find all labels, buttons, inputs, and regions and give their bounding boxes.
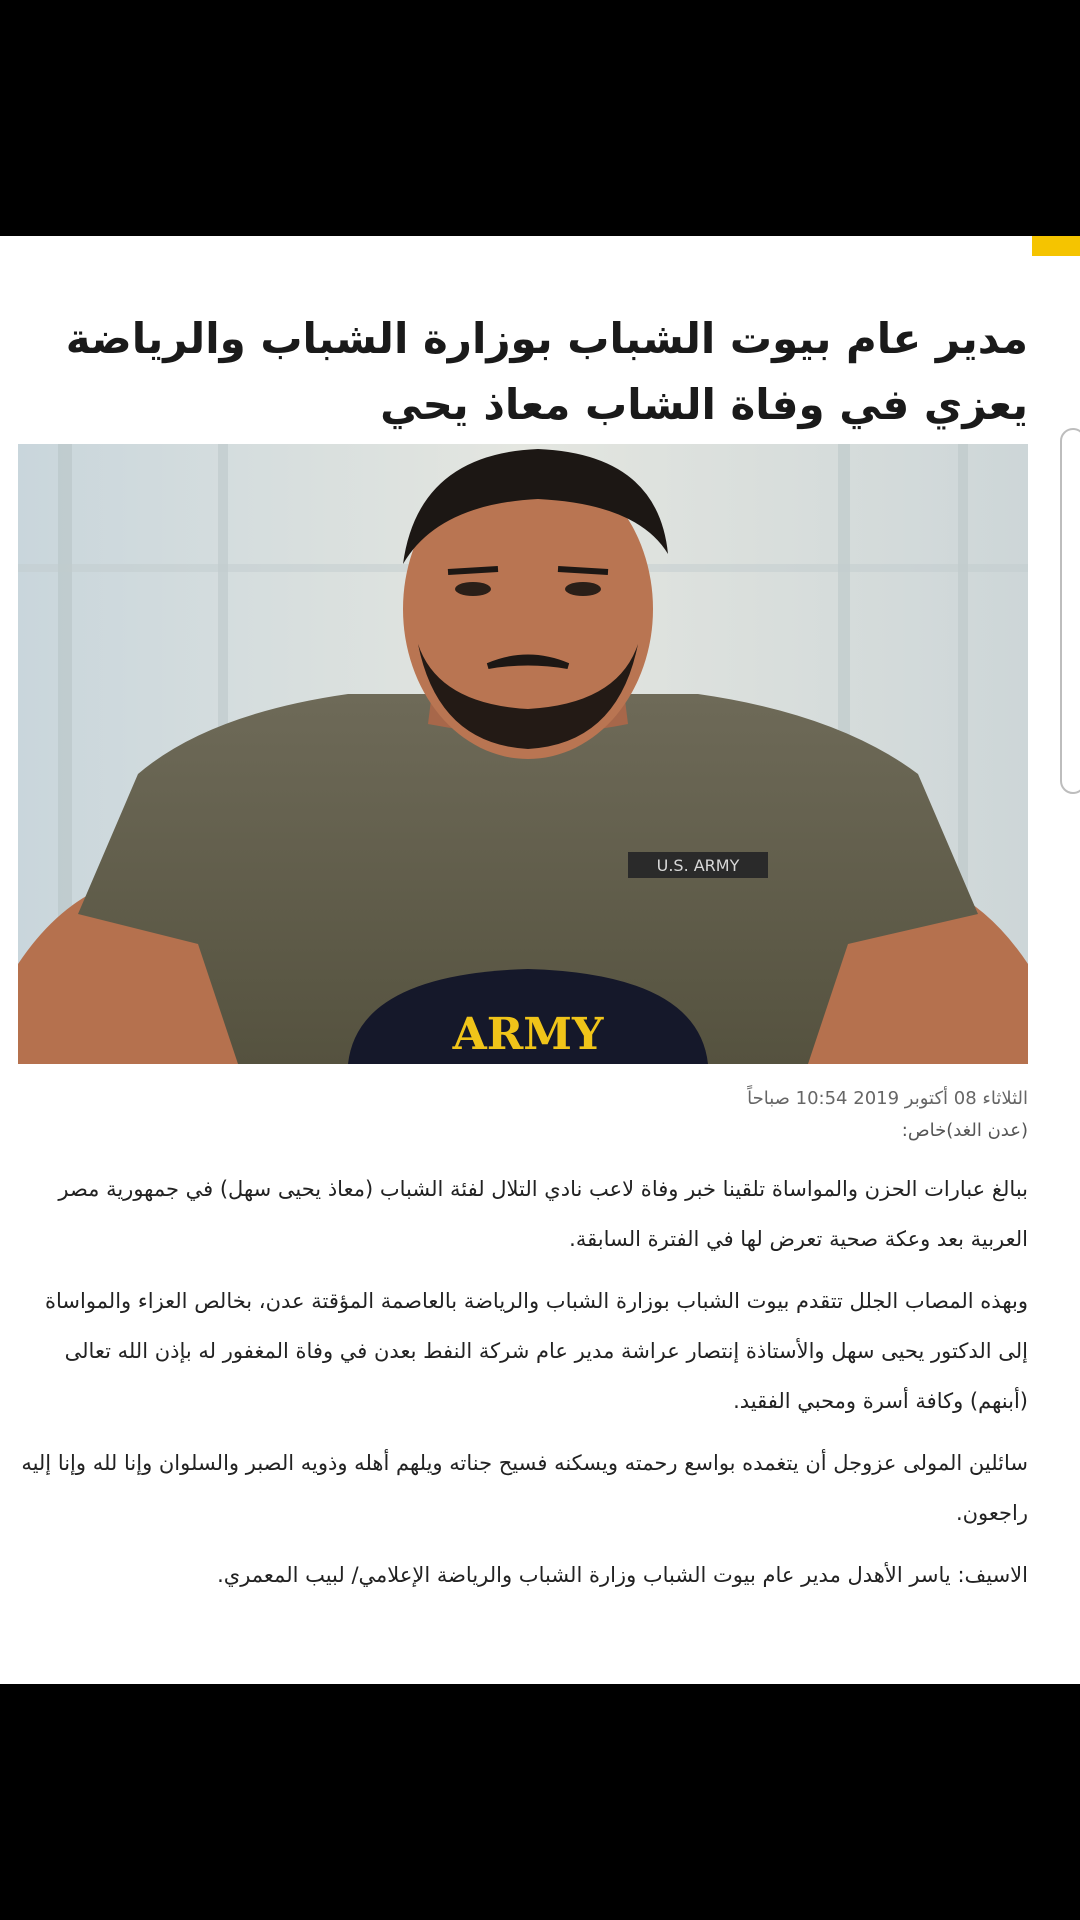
article-source: (عدن الغد)خاص: <box>901 1120 1028 1141</box>
article-page[interactable] <box>0 236 1080 1684</box>
article-photo[interactable] <box>18 444 1028 1064</box>
accent-tab <box>1032 236 1080 256</box>
bottom-black-bar <box>0 1684 1080 1920</box>
body-paragraph-2: وبهذه المصاب الجلل تتقدم بيوت الشباب بوزارة الشباب والرياضة بالعاصمة المؤقتة عدن، بخالص العزاء والمواساة إلى الدكتور يحيى سهل والأستاذة إنتصار عراشة مدير عام شركة النفط بعدن في وفاة المغفور له بإذن الله تعالى (أبنهم) وكافة أسرة ومحبي الفقيد. <box>44 1289 1028 1413</box>
body-paragraph-3: سائلين المولى عزوجل أن يتغمده بواسع رحمته ويسكنه فسيح جناته ويلهم أهله وذويه الصبر والسلوان وإنا لله وإنا إليه راجعون. <box>21 1451 1028 1525</box>
body-paragraph-4: الاسيف: ياسر الأهدل مدير عام بيوت الشباب وزارة الشباب والرياضة الإعلامي/ لبيب المعمري. <box>217 1563 1028 1587</box>
shirt-patch-text: U.S. ARMY <box>656 856 740 875</box>
top-black-bar <box>0 0 1080 236</box>
article-headline: مدير عام بيوت الشباب بوزارة الشباب والرياضة يعزي في وفاة الشاب معاذ يحي <box>65 314 1028 430</box>
article-body <box>18 1164 1028 1612</box>
article-date: الثلاثاء 08 أكتوبر 2019 10:54 صباحاً <box>747 1088 1028 1109</box>
scroll-handle[interactable] <box>1060 428 1080 794</box>
cap-text: ARMY <box>452 1009 604 1060</box>
body-paragraph-1: ببالغ عبارات الحزن والمواساة تلقينا خبر وفاة لاعب نادي التلال لفئة الشباب (معاذ يحيى سهل) في جمهورية مصر العربية بعد وعكة صحية تعرض لها في الفترة السابقة. <box>58 1177 1028 1251</box>
